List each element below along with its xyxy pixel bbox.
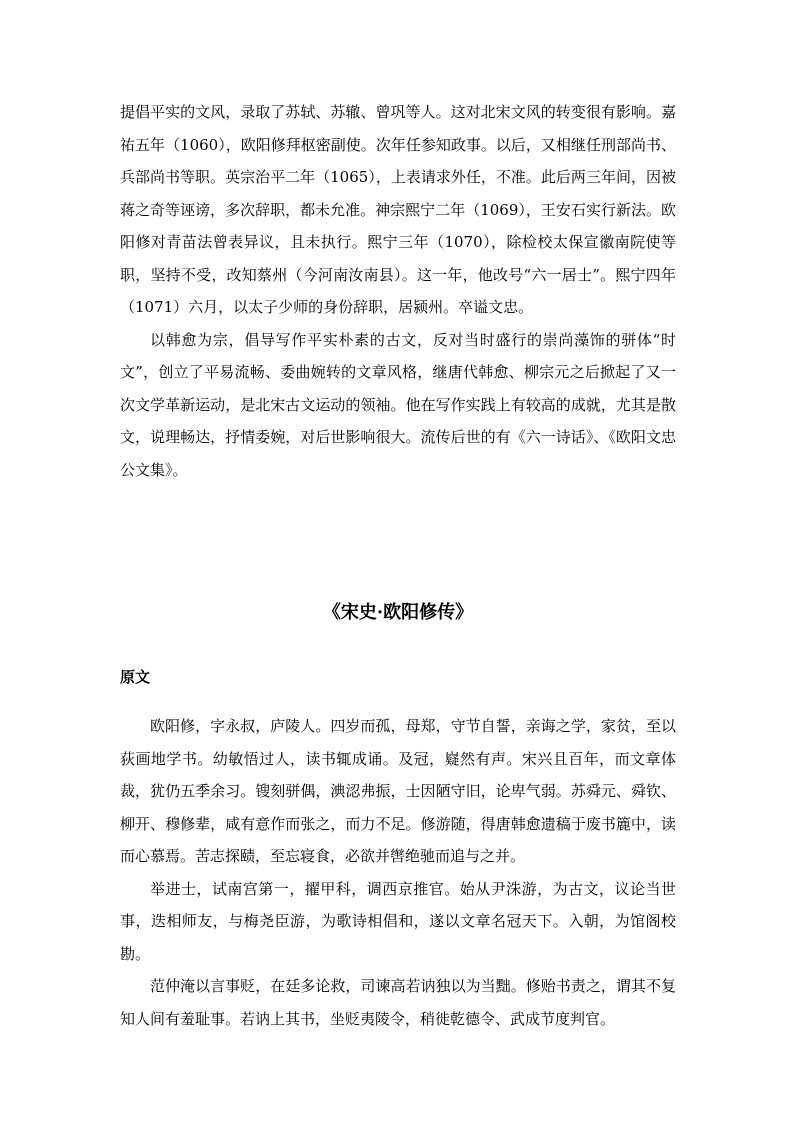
intro-paragraph-2: 以韩愈为宗，倡导写作平实朴素的古文，反对当时盛行的崇尚藻饰的骈体“时文”，创立了平易流畅、委曲婉转的文章风格，继唐代韩愈、柳宗元之后掀起了又一次文学革新运动，是北宋古文运动的领袖。他在写作实践上有较高的成就，尤其是散文，说理畅达，抒情委婉，对后世影响很大。流传后世的有《六一诗话》、《欧阳文忠公文集》。 xyxy=(120,330,676,479)
original-paragraph-2: 举进士，试南宫第一，擢甲科，调西京推官。始从尹洙游，为古文，议论当世事，迭相师友，与梅尧臣游，为歌诗相倡和，遂以文章名冠天下。入朝，为馆阁校勘。 xyxy=(120,879,676,963)
original-paragraph-3: 范仲淹以言事贬，在廷多论救，司谏高若讷独以为当黜。修贻书责之，谓其不复知人间有羞耻事。若讷上其书，坐贬夷陵令，稍徙乾德令、武成节度判官。 xyxy=(120,977,676,1028)
intro-text-block xyxy=(120,96,676,486)
intro-paragraph-1: 提倡平实的文风，录取了苏轼、苏辙、曾巩等人。这对北宋文风的转变很有影响。嘉祐五年（1060），欧阳修拜枢密副使。次年任参知政事。以后，又相继任刑部尚书、兵部尚书等职。英宗治平二年（1065），上表请求外任，不准。此后两三年间，因被蒋之奇等诬谤，多次辞职，都未允准。神宗熙宁二年（1069），王安石实行新法。欧阳修对青苗法曾表异议，且未执行。熙宁三年（1070），除检校太保宣徽南院使等职，坚持不受，改知蔡州（今河南汝南县）。这一年，他改号“六一居士”。熙宁四年（1071）六月，以太子少师的身份辞职，居颍州。卒谥文忠。 xyxy=(120,103,676,316)
section-heading-original-text: 原文 xyxy=(120,668,151,686)
original-text-block xyxy=(120,710,676,1035)
original-paragraph-1: 欧阳修，字永叔，庐陵人。四岁而孤，母郑，守节自誓，亲诲之学，家贫，至以荻画地学书。幼敏悟过人，读书辄成诵。及冠，嶷然有声。宋兴且百年，而文章体裁，犹仍五季余习。锼刻骈偶，淟涊弗振，士因陋守旧，论卑气弱。苏舜元、舜钦、柳开、穆修辈，咸有意作而张之，而力不足。修游随，得唐韩愈遗稿于废书簏中，读而心慕焉。苦志探赜，至忘寝食，必欲并辔绝驰而追与之并。 xyxy=(120,717,676,865)
document-title: 《宋史·欧阳修传》 xyxy=(322,602,474,623)
